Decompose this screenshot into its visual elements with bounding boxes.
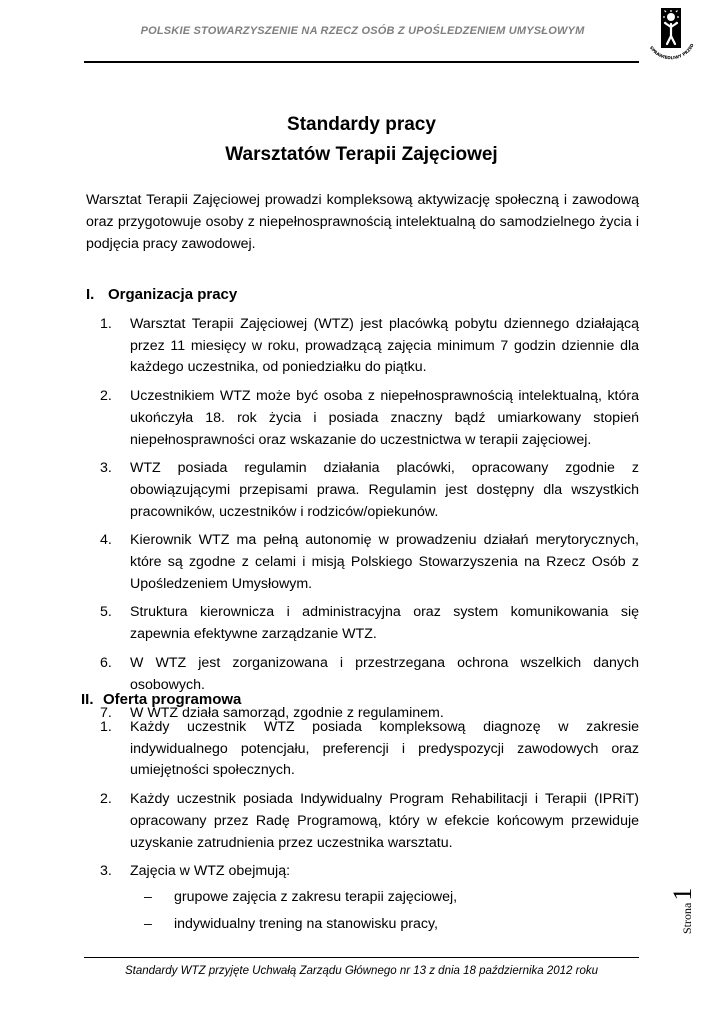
list-item: 7. W WTZ działa samorząd, zgodnie z regulaminem. [100, 705, 444, 722]
section-numeral: II. [81, 691, 94, 708]
header-divider [84, 61, 639, 63]
list-item: 3. WTZ posiada regulamin działania placówki, opracowany zgodnie z obowiązującymi przepisami prawa. Regulamin jest dostępny dla wszystkich pracowników, uczestników i rodziców/opiekunów. [100, 460, 639, 520]
page-number [668, 872, 708, 934]
list-item: 5. Struktura kierownicza i administracyjna oraz system komunikowania się zapewnia efektywne zarządzanie WTZ. [100, 604, 639, 643]
title-line-1: Standardy pracy [287, 114, 436, 135]
offer-list [100, 717, 639, 942]
section-heading-organization [86, 284, 237, 306]
list-item: 2. Każdy uczestnik posiada Indywidualny Program Rehabilitacji i Terapii (IPRiT) opracowany przez Radę Programową, który w efekcie końcowym przewiduje uzyskanie zatrudnienia przez uczestnika warsztatu. [100, 791, 639, 851]
list-item: 1. Każdy uczestnik WTZ posiada kompleksową diagnozę w zakresie indywidualnego potencjału, preferencji i predyspozycji zawodowych oraz umiejętności społecznych. [100, 719, 639, 779]
logo-text: SPRAWIEDLIWY PRZED [648, 42, 695, 61]
page-footer: Standardy WTZ przyjęte Uchwałą Zarządu Głównego nr 13 z dnia 18 października 2012 roku [124, 965, 599, 977]
list-item: 6. W WTZ jest zorganizowana i przestrzegana ochrona wszelkich danych osobowych. [100, 654, 639, 693]
sublist-item: – indywidualny trening na stanowisku pracy, [144, 915, 438, 932]
section-numeral: I. [86, 286, 95, 303]
list-item: 3. Zajęcia w WTZ obejmują: – grupowe zajęcia z zakresu terapii zajęciowej, – indywidualny trening na stanowisku pracy, [100, 861, 639, 935]
list-item: 1. Warsztat Terapii Zajęciowej (WTZ) jest placówką pobytu dziennego działającą przez 11 miesięcy w roku, prowadzącą zajęcia minimum 7 godzin dziennie dla każdego uczestnika, od poniedziałku do piątku. [100, 316, 639, 376]
activities-sublist [130, 887, 639, 935]
section-title: Organizacja pracy [108, 286, 238, 303]
title-line-2: Warsztatów Terapii Zajęciowej [225, 144, 498, 165]
section-title: Oferta programowa [103, 691, 242, 708]
list-item: 4. Kierownik WTZ ma pełną autonomię w prowadzeniu działań merytorycznych, które są zgodne z celami i misją Polskiego Stowarzyszenia na Rzecz Osób z Upośledzeniem Umysłowym. [100, 532, 639, 592]
document-title [84, 110, 639, 170]
organization-list [100, 314, 639, 732]
organization-logo [641, 6, 701, 72]
page-label: Strona [680, 902, 694, 934]
intro-paragraph: Warsztat Terapii Zajęciowej prowadzi kompleksową aktywizację społeczną i zawodową oraz przygotowuje osoby z niepełnosprawnością intelektualną do samodzielnego życia i podjęcia pracy zawodowej. [86, 192, 639, 252]
list-item: 2. Uczestnikiem WTZ może być osoba z niepełnosprawnością intelektualną, która ukończyła 18. rok życia i posiada znaczny bądź umiarkowany stopień niepełnosprawności oraz wskazanie do uczestnictwa w terapii zajęciowej. [100, 388, 639, 448]
page-number-value: 1 [668, 887, 697, 901]
section-heading-offer [81, 689, 241, 711]
footer-divider [84, 957, 639, 958]
organization-name: POLSKIE STOWARZYSZENIE NA RZECZ OSÓB Z UPOŚLEDZENIEM UMYSŁOWYM [140, 25, 585, 37]
sublist-item: – grupowe zajęcia z zakresu terapii zajęciowej, [144, 888, 458, 905]
